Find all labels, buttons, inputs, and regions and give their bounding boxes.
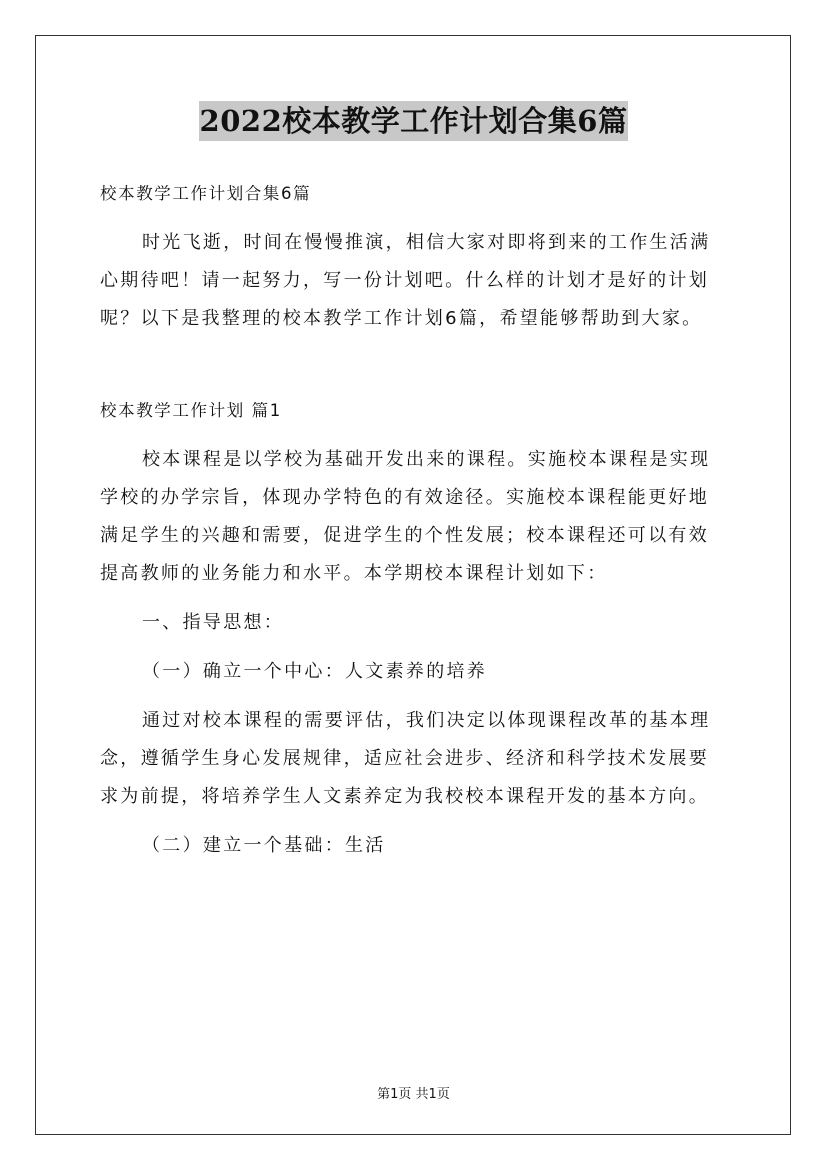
subsection-heading: （一）确立一个中心：人文素养的培养 — [142, 661, 488, 682]
page-number: 第1页 共1页 — [377, 1087, 450, 1102]
intro-paragraph — [100, 224, 730, 338]
section1-line: 学校的办学宗旨，体现办学特色的有效途径。实施校本课程能更好地 — [100, 487, 709, 508]
section1-line: 校本课程是以学校为基础开发出来的课程。实施校本课程是实现 — [142, 449, 711, 470]
subsection1-line: 求为前提，将培养学生人文素养定为我校校本课程开发的基本方向。 — [100, 786, 709, 807]
section1-paragraph — [100, 441, 730, 593]
subsection1-line: 念，遵循学生身心发展规律，适应社会进步、经济和科学技术发展要 — [100, 748, 709, 769]
section1-line: 满足学生的兴趣和需要，促进学生的个性发展；校本课程还可以有效 — [100, 525, 709, 546]
intro-line: 呢？以下是我整理的校本教学工作计划6篇，希望能够帮助到大家。 — [100, 308, 703, 329]
document-body — [100, 175, 730, 865]
section1-line: 提高教师的业务能力和水平。本学期校本课程计划如下： — [100, 563, 608, 584]
document-title — [0, 101, 827, 141]
guiding-heading: 一、指导思想： — [142, 612, 285, 633]
page-footer — [0, 1083, 827, 1102]
subsection1-line: 通过对校本课程的需要评估，我们决定以体现课程改革的基本理 — [142, 710, 711, 731]
document-title-text: 2022校本教学工作计划合集6篇 — [199, 101, 629, 141]
subsection-heading: （二）建立一个基础：生活 — [142, 835, 386, 856]
subsection1-paragraph — [100, 702, 730, 816]
section-heading: 校本教学工作计划 篇1 — [100, 401, 282, 420]
document-subtitle: 校本教学工作计划合集6篇 — [100, 184, 312, 203]
intro-line: 心期待吧！请一起努力，写一份计划吧。什么样的计划才是好的计划 — [100, 270, 709, 291]
intro-line: 时光飞逝，时间在慢慢推演，相信大家对即将到来的工作生活满 — [142, 232, 711, 253]
